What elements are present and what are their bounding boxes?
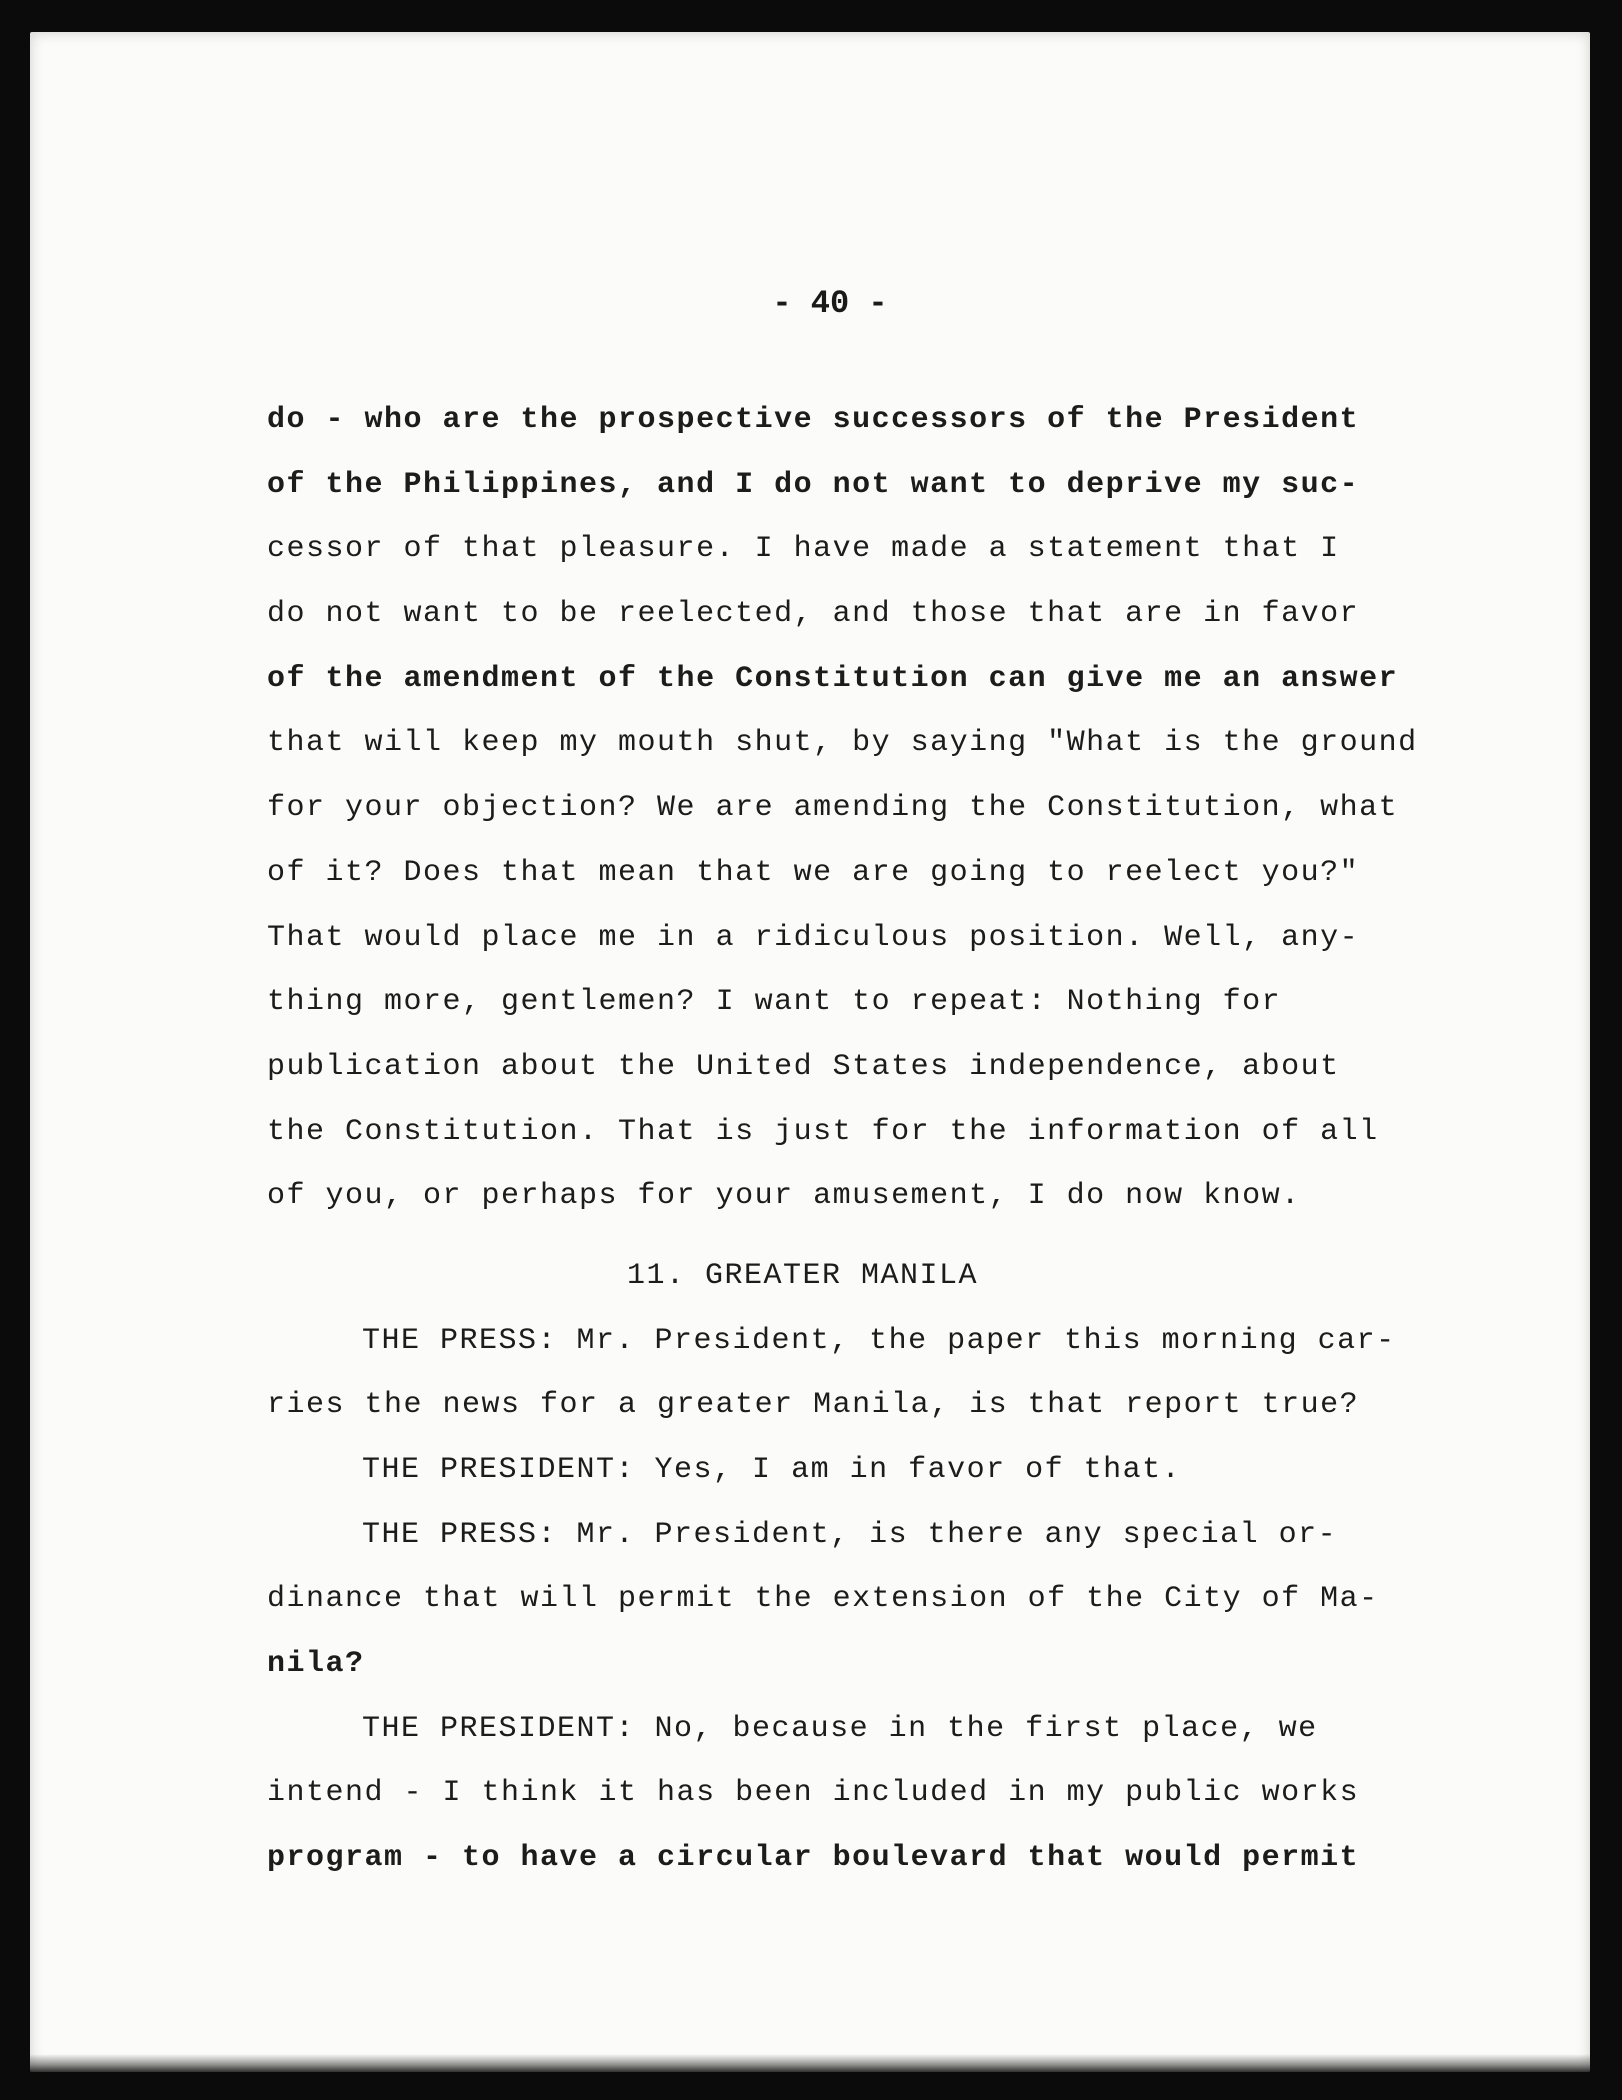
text-line: program - to have a circular boulevard that would permit	[267, 1841, 1360, 1876]
text-line: publication about the United States independence, about	[267, 1049, 1340, 1084]
text-line: dinance that will permit the extension of the City of Ma-	[267, 1582, 1379, 1617]
text-line: of the amendment of the Constitution can give me an answer	[267, 661, 1399, 696]
text-line: that will keep my mouth shut, by saying "What is the ground	[267, 726, 1418, 761]
text-line: thing more, gentlemen? I want to repeat: Nothing for	[267, 985, 1282, 1020]
text-line: cessor of that pleasure. I have made a statement that I	[267, 532, 1340, 567]
text-line: do not want to be reelected, and those that are in favor	[267, 597, 1360, 632]
text-line: do - who are the prospective successors of the President	[267, 403, 1360, 437]
text-line: intend - I think it has been included in my public works	[267, 1776, 1360, 1811]
text-line: THE PRESIDENT: Yes, I am in favor of that.	[362, 1453, 1182, 1487]
page-number: - 40 -	[772, 285, 888, 322]
text-line: THE PRESS: Mr. President, is there any special or-	[362, 1517, 1338, 1552]
text-line: That would place me in a ridiculous position. Well, any-	[267, 920, 1360, 955]
text-line: ries the news for a greater Manila, is that report true?	[267, 1388, 1360, 1423]
page-bottom-edge	[30, 2054, 1590, 2072]
text-line: of you, or perhaps for your amusement, I do now know.	[267, 1179, 1301, 1214]
text-line: THE PRESIDENT: No, because in the first place, we	[362, 1711, 1318, 1746]
text-line: nila?	[267, 1647, 365, 1682]
section-heading: 11. GREATER MANILA	[627, 1258, 979, 1293]
text-line: the Constitution. That is just for the information of all	[267, 1114, 1379, 1149]
text-line: THE PRESS: Mr. President, the paper this morning car-	[362, 1323, 1396, 1358]
text-line: of the Philippines, and I do not want to deprive my suc-	[267, 467, 1360, 502]
text-line: for your objection? We are amending the Constitution, what	[267, 791, 1399, 826]
transcript-body	[267, 388, 1447, 1891]
text-line: of it? Does that mean that we are going to reelect you?"	[267, 855, 1360, 890]
